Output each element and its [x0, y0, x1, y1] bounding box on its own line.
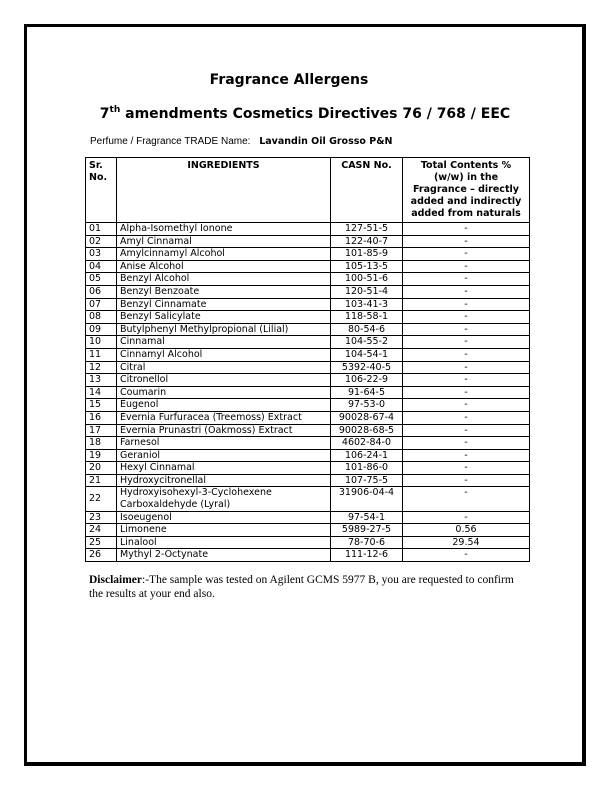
- cell-ingredient: Amylcinnamyl Alcohol: [117, 248, 331, 261]
- cell-ingredient: Butylphenyl Methylpropional (Lilial): [117, 323, 331, 336]
- cell-casn: 111-12-6: [331, 549, 403, 562]
- cell-casn: 127-51-5: [331, 223, 403, 236]
- disclaimer-text: :-The sample was tested on Agilent GCMS 5977 B, you are requested to confirm the results at your end also.: [89, 574, 514, 600]
- page-title: Fragrance Allergens: [209, 72, 369, 88]
- cell-ingredient: Eugenol: [117, 399, 331, 412]
- cell-ingredient: [117, 487, 331, 511]
- cell-ingredient: Mythyl 2-Octynate: [117, 549, 331, 562]
- cell-total: -: [403, 323, 530, 336]
- cell-sr: 12: [86, 361, 117, 374]
- cell-casn: 5989-27-5: [331, 524, 403, 537]
- cell-sr: 22: [86, 487, 117, 511]
- cell-ingredient: Isoeugenol: [117, 511, 331, 524]
- table-row: [86, 536, 530, 549]
- cell-total: -: [403, 298, 530, 311]
- cell-ingredient: Cinnamyl Alcohol: [117, 348, 331, 361]
- cell-sr: 23: [86, 511, 117, 524]
- cell-sr: 06: [86, 285, 117, 298]
- cell-total: -: [403, 311, 530, 324]
- cell-ingredient: Limonene: [117, 524, 331, 537]
- subtitle-number: 7: [99, 106, 110, 122]
- cell-casn: 122-40-7: [331, 235, 403, 248]
- cell-total: 29.54: [403, 536, 530, 549]
- cell-ingredient: Citral: [117, 361, 331, 374]
- column-header-ingredients: INGREDIENTS: [117, 158, 331, 223]
- table-row: [86, 549, 530, 562]
- table-row: [86, 248, 530, 261]
- table-row: [86, 487, 530, 511]
- cell-ingredient: Benzyl Cinnamate: [117, 298, 331, 311]
- cell-sr: 01: [86, 223, 117, 236]
- cell-sr: 16: [86, 411, 117, 424]
- table-row: [86, 411, 530, 424]
- cell-casn: 78-70-6: [331, 536, 403, 549]
- table-row: [86, 260, 530, 273]
- cell-sr: 19: [86, 449, 117, 462]
- disclaimer-label: Disclaimer: [89, 574, 143, 586]
- cell-total: -: [403, 424, 530, 437]
- cell-ingredient: Linalool: [117, 536, 331, 549]
- table-header-row: [86, 158, 530, 223]
- cell-total: -: [403, 399, 530, 412]
- table-row: [86, 386, 530, 399]
- trade-label: Perfume / Fragrance TRADE Name:: [90, 136, 251, 147]
- cell-sr: 07: [86, 298, 117, 311]
- cell-casn: 104-55-2: [331, 336, 403, 349]
- cell-casn: 120-51-4: [331, 285, 403, 298]
- table-row: [86, 374, 530, 387]
- table-row: [86, 273, 530, 286]
- cell-total: -: [403, 549, 530, 562]
- cell-sr: 05: [86, 273, 117, 286]
- cell-casn: 107-75-5: [331, 474, 403, 487]
- table-row: [86, 424, 530, 437]
- cell-casn: 100-51-6: [331, 273, 403, 286]
- cell-sr: 15: [86, 399, 117, 412]
- cell-casn: 31906-04-4: [331, 487, 403, 511]
- table-body: [86, 223, 530, 562]
- cell-ingredient: Citronellol: [117, 374, 331, 387]
- cell-casn: 4602-84-0: [331, 437, 403, 450]
- cell-casn: 106-24-1: [331, 449, 403, 462]
- disclaimer: [89, 573, 529, 601]
- cell-casn: 106-22-9: [331, 374, 403, 387]
- cell-ingredient: Anise Alcohol: [117, 260, 331, 273]
- cell-ingredient: Hexyl Cinnamal: [117, 462, 331, 475]
- cell-sr: 26: [86, 549, 117, 562]
- cell-ingredient: Benzyl Benzoate: [117, 285, 331, 298]
- table-row: [86, 298, 530, 311]
- cell-sr: 17: [86, 424, 117, 437]
- cell-sr: 24: [86, 524, 117, 537]
- cell-sr: 04: [86, 260, 117, 273]
- cell-total: -: [403, 336, 530, 349]
- cell-sr: 25: [86, 536, 117, 549]
- cell-sr: 13: [86, 374, 117, 387]
- table-row: [86, 348, 530, 361]
- cell-total: -: [403, 386, 530, 399]
- trade-name-value: Lavandin Oil Grosso P&N: [259, 136, 393, 147]
- cell-casn: 118-58-1: [331, 311, 403, 324]
- cell-casn: 101-86-0: [331, 462, 403, 475]
- allergens-table: [85, 157, 530, 562]
- table-row: [86, 449, 530, 462]
- table-row: [86, 462, 530, 475]
- cell-total: -: [403, 411, 530, 424]
- cell-total: -: [403, 374, 530, 387]
- table-row: [86, 336, 530, 349]
- cell-casn: 5392-40-5: [331, 361, 403, 374]
- ingredient-line-2: Carboxaldehyde (Lyral): [120, 499, 231, 511]
- table-row: [86, 437, 530, 450]
- cell-ingredient: Farnesol: [117, 437, 331, 450]
- trade-name-line: [90, 136, 392, 147]
- cell-casn: 103-41-3: [331, 298, 403, 311]
- cell-total: -: [403, 223, 530, 236]
- cell-total: -: [403, 449, 530, 462]
- cell-total: -: [403, 348, 530, 361]
- cell-total: -: [403, 437, 530, 450]
- cell-sr: 11: [86, 348, 117, 361]
- cell-ingredient: Evernia Prunastri (Oakmoss) Extract: [117, 424, 331, 437]
- ingredient-line-1: Hydroxyisohexyl-3-Cyclohexene: [120, 487, 272, 499]
- cell-casn: 90028-68-5: [331, 424, 403, 437]
- cell-total: -: [403, 235, 530, 248]
- cell-sr: 18: [86, 437, 117, 450]
- cell-ingredient: Amyl Cinnamal: [117, 235, 331, 248]
- cell-sr: 21: [86, 474, 117, 487]
- cell-total: -: [403, 260, 530, 273]
- cell-casn: 101-85-9: [331, 248, 403, 261]
- subtitle-superscript: th: [109, 105, 121, 115]
- cell-total: -: [403, 474, 530, 487]
- subtitle-text: amendments Cosmetics Directives 76 / 768 / EEC: [120, 106, 511, 122]
- cell-total: -: [403, 285, 530, 298]
- cell-ingredient: Benzyl Alcohol: [117, 273, 331, 286]
- table-row: [86, 399, 530, 412]
- table-row: [86, 235, 530, 248]
- table-row: [86, 361, 530, 374]
- cell-ingredient: Alpha-Isomethyl Ionone: [117, 223, 331, 236]
- cell-casn: 90028-67-4: [331, 411, 403, 424]
- cell-sr: 20: [86, 462, 117, 475]
- table-row: [86, 285, 530, 298]
- cell-total: -: [403, 487, 530, 511]
- cell-sr: 09: [86, 323, 117, 336]
- cell-total: 0.56: [403, 524, 530, 537]
- cell-sr: 08: [86, 311, 117, 324]
- cell-total: -: [403, 462, 530, 475]
- cell-ingredient: Coumarin: [117, 386, 331, 399]
- cell-sr: 02: [86, 235, 117, 248]
- cell-ingredient: Evernia Furfuracea (Treemoss) Extract: [117, 411, 331, 424]
- table-row: [86, 524, 530, 537]
- table-row: [86, 511, 530, 524]
- column-header-sr: Sr. No.: [86, 158, 117, 223]
- cell-casn: 97-54-1: [331, 511, 403, 524]
- cell-ingredient: Benzyl Salicylate: [117, 311, 331, 324]
- cell-ingredient: Cinnamal: [117, 336, 331, 349]
- cell-sr: 10: [86, 336, 117, 349]
- page-subtitle: [0, 105, 610, 122]
- table-row: [86, 474, 530, 487]
- column-header-casn: CASN No.: [331, 158, 403, 223]
- cell-sr: 14: [86, 386, 117, 399]
- cell-total: -: [403, 511, 530, 524]
- cell-ingredient: Geraniol: [117, 449, 331, 462]
- table-row: [86, 323, 530, 336]
- cell-total: -: [403, 248, 530, 261]
- table-row: [86, 311, 530, 324]
- column-header-total: Total Contents % (w/w) in the Fragrance – directly added and indirectly added from naturals: [403, 158, 530, 223]
- cell-sr: 03: [86, 248, 117, 261]
- cell-casn: 105-13-5: [331, 260, 403, 273]
- cell-casn: 104-54-1: [331, 348, 403, 361]
- cell-casn: 80-54-6: [331, 323, 403, 336]
- cell-casn: 91-64-5: [331, 386, 403, 399]
- cell-total: -: [403, 273, 530, 286]
- cell-ingredient: Hydroxycitronellal: [117, 474, 331, 487]
- cell-casn: 97-53-0: [331, 399, 403, 412]
- table-row: [86, 223, 530, 236]
- cell-total: -: [403, 361, 530, 374]
